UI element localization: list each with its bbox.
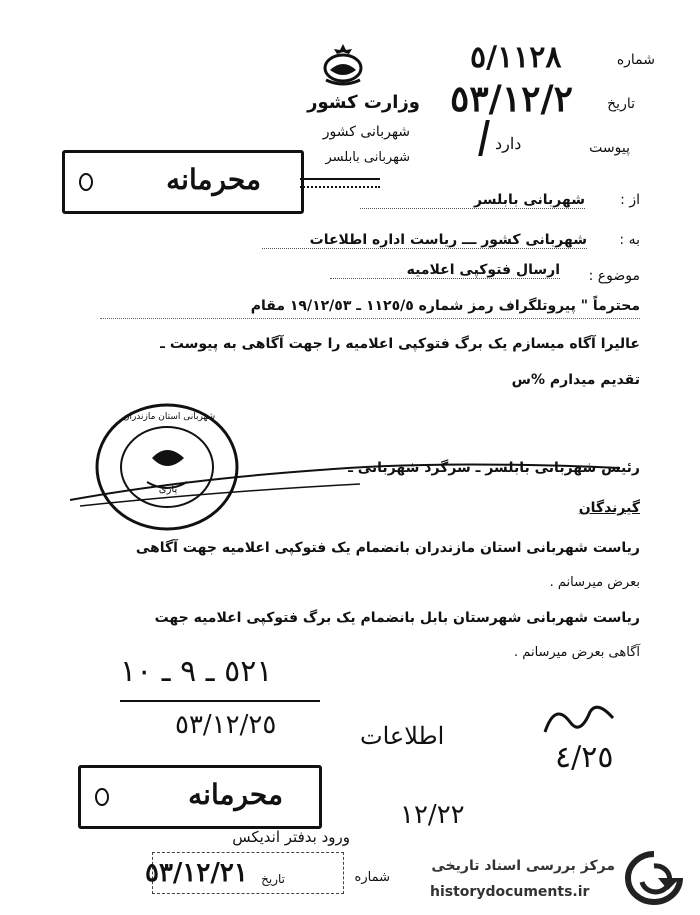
recipient-2-line-2: آگاهی بعرض میرسانم . [514,645,640,660]
recipient-1-line-1: ریاست شهربانی استان مازندران بانضمام یک فتوکپی اعلامیه جهت آگاهی [135,540,640,556]
confidential-stamp-bottom-text: محرمانه [188,778,283,811]
subject-value: ارسال فتوکپی اعلامیه [330,262,560,279]
stamp-dot [95,788,109,806]
to-value: شهربانی کشور ـــ ریاست اداره اطلاعات [262,232,587,249]
handwritten-note-1: ٥٣/١٢/٢٥ [175,710,277,740]
header-ornament [300,178,380,188]
receipt-date-label: تاریخ [261,872,285,886]
confidential-stamp-top-text: محرمانه [166,163,261,196]
signature-line: رئیس شهربانی بابلسر ـ سرگرد شهربانی ـ [348,460,640,476]
to-label: به : [619,232,640,248]
handwritten-note-2: اطلاعات [360,722,445,750]
confidential-stamp-bottom [78,765,322,829]
lion-sun-emblem-icon [318,40,368,88]
ministry-title: وزارت کشور [307,92,420,113]
attachment-value: دارد [495,134,522,153]
receipt-date-value: ٥٣/١٢/٢١ [145,858,248,888]
seal-inner-text: پاری [158,484,178,495]
handwritten-ref-underline [120,700,320,702]
archive-name: مرکز بررسی اسناد تاریخی [431,858,615,874]
body-line-1-dots [100,318,640,319]
handwritten-note-4: ١٢/٢٢ [400,800,465,830]
handwritten-ref-number: ٥٢١ ـ ٩ ـ ١٠ [120,654,273,689]
body-line-2: عالیرا آگاه میسازم یک برگ فتوکپی اعلامیه را جهت آگاهی به پیوست ـ [160,336,640,352]
number-label: شماره [616,52,655,68]
from-value: شهربانی بابلسر [360,192,585,209]
branch-name: شهربانی بابلسر [325,150,410,165]
attachment-label: پیوست [589,140,630,156]
seal-text: شهربانی استان مازندران [122,412,216,422]
handwritten-initials [535,692,625,742]
archive-logo-icon [624,850,684,906]
confidential-stamp-top [62,150,304,214]
org-name: شهربانی کشور [322,124,410,140]
body-line-3: تقدیم میدارم %س [511,372,640,388]
date-value: ٥٣/١٢/٢ [450,78,573,120]
recipients-heading: گیرندگان [578,500,640,516]
handwritten-note-3: ٤/٢٥ [555,740,614,775]
recipient-1-line-2: بعرض میرسانم . [549,575,640,590]
stamp-dot [79,173,93,191]
number-value: ٥/١١٢٨ [470,40,562,75]
date-label: تاریخ [607,96,635,112]
body-line-1: محترماً " پیروتلگراف رمز شماره ١١٢٥/٥ ـ ١٩/١٢/٥٣ مقام [250,298,640,314]
receipt-title: ورود بدفتر اندیکس [232,828,350,846]
receipt-number-label: شماره [354,870,390,885]
from-label: از : [620,192,640,208]
archive-url: historydocuments.ir [430,884,590,900]
subject-label: موضوع : [588,268,640,284]
recipient-2-line-1: ریاست شهربانی شهرستان بابل بانضمام یک برگ فتوکپی اعلامیه جهت [154,610,640,626]
